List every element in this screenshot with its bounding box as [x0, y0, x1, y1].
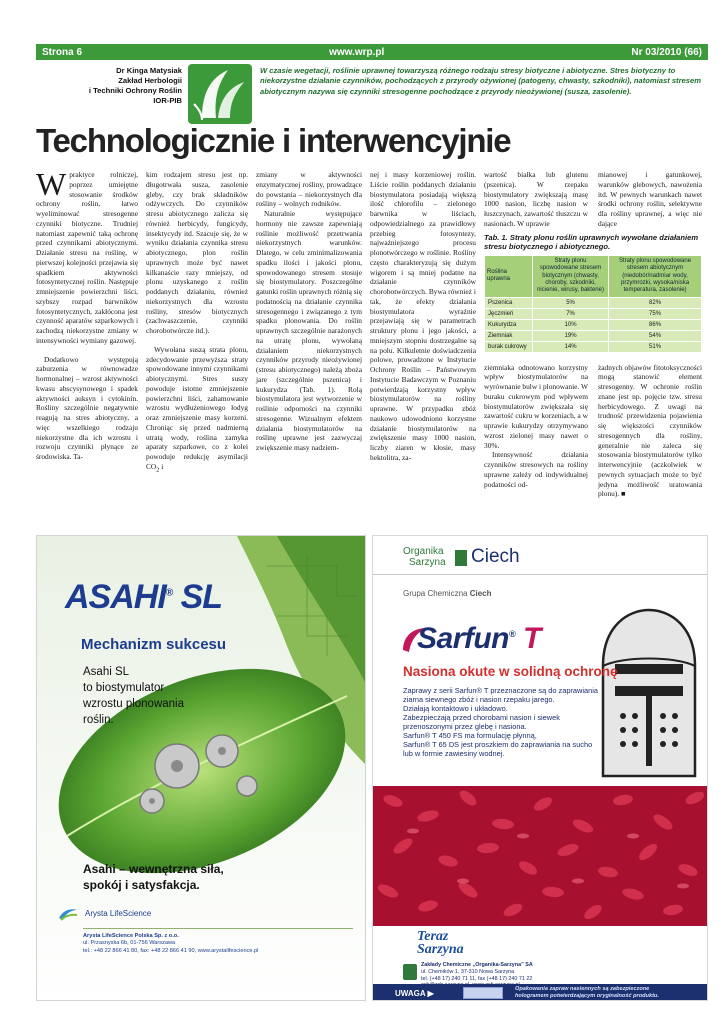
table-cell: Kukurydza — [485, 319, 533, 330]
warning-label: UWAGA ▶ — [395, 988, 434, 998]
logo-line: Sarzyna — [409, 557, 446, 568]
sarfun-footer — [373, 984, 708, 1001]
end-mark-icon: ■ — [621, 489, 626, 499]
treated-seeds-image — [373, 786, 708, 926]
teraz-sarzyna-logo — [417, 930, 464, 956]
author-block — [70, 66, 182, 106]
subscript: 2 — [156, 467, 160, 474]
product-name: Sarfun — [417, 622, 510, 655]
divider — [83, 928, 353, 929]
table-cell: Ziemniak — [485, 330, 533, 341]
organika-logo — [403, 546, 446, 568]
table-row — [485, 330, 702, 341]
ciech-mark-icon — [455, 550, 467, 566]
body-line: Zabezpieczają przed chorobami nasion i siewek — [403, 713, 560, 722]
table-cell: 75% — [609, 308, 702, 319]
table-header: Straty plonu spowodowane stresem biotycznym (chwasty, choroby, szkodniki, nicienie, wirusy, bakterie) — [533, 255, 609, 297]
ciech-logo-text: Ciech — [471, 546, 520, 567]
registered-mark: ® — [509, 629, 516, 639]
author-line: Dr Kinga Matysiak — [116, 66, 182, 75]
table-cell: 5% — [533, 297, 609, 308]
table-cell: 14% — [533, 341, 609, 352]
asahi-tagline — [83, 664, 203, 728]
paragraph: kim rodzajem stresu jest np. długotrwała susza, zasolenie gleby, czy brak składników odżywczych. Do czynników stresu abiotycznego zalicza się również herbicydy, fungicydy, insektycydy itd. Szacuje się, że w wyniku działania czynnika stresu abiotycznego, plon roślin uprawnych może być nawet kilkanaście razy mniejszy, od plonu uzyskanego z roślin poddanych działaniu, również niekorzystnych dla wzrostu rośliny, stresów biotycznych (zachwaszczenie, czynniki chorobotwórcze itd.). — [146, 170, 248, 335]
table-header: Roślina uprawna — [485, 255, 533, 297]
address-line: Arysta LifeScience Polska Sp. z o.o. — [83, 933, 179, 939]
teraz-line: Teraz — [417, 929, 449, 944]
table-cell: 7% — [533, 308, 609, 319]
address-line: ul. Przasnyska 6b, 01-756 Warszawa — [83, 940, 176, 947]
table-cell: burak cukrowy — [485, 341, 533, 352]
tagline-line: roślin. — [83, 714, 114, 726]
asahi-advertisement[interactable] — [36, 535, 366, 1001]
table-cell: Jęczmień — [485, 308, 533, 319]
brand-name: ASAHI — [65, 578, 166, 616]
asahi-subtitle: Mechanizm sukcesu — [81, 636, 227, 653]
tagline-line: wzrostu plonowania — [83, 698, 185, 710]
paragraph: wartość białka lub glutenu (pszenica). W rzepaku biostymulatory zwiększają masę 1000 nasion, liczbę nasion w łuszczynach, zawartość tłuszczu w nasionach. W uprawie — [484, 170, 588, 228]
table-cell: Pszenica — [485, 297, 533, 308]
paragraph: żadnych objawów fitotoksyczności mogą stanowić element stresogenny. W ochronie roślin znane jest np. pojęcie tzw. stresu herbicydowego. Z uwagi na trudność przewidzenia pojawienia się większości czynników stresogennych dla rośliny, generalnie nie zaleca się stosowania biostymulatorów tylko interwencyjnie (aczkolwiek w pewnych sytuacjach może to być jedyna możliwość uratowania plonu). — [598, 362, 702, 499]
arysta-logo-text: Arysta LifeScience — [85, 908, 152, 918]
warning-text — [515, 986, 659, 1000]
product-suffix: T — [523, 622, 541, 655]
article-column-1 — [36, 166, 138, 462]
table-cell: 10% — [533, 319, 609, 330]
table-row — [485, 297, 702, 308]
asahi-slogan — [83, 861, 224, 893]
brand-suffix: SL — [180, 578, 223, 616]
hologram-icon — [463, 987, 503, 999]
table-cell: 82% — [609, 297, 702, 308]
tagline-line: Asahi SL — [83, 666, 130, 678]
registered-mark: ® — [165, 587, 173, 599]
arysta-swoosh-icon — [57, 904, 79, 922]
article-column-2 — [146, 170, 248, 476]
warning-line: Opakowania zapraw nasiennych są zabezpieczone — [515, 986, 650, 992]
paragraph: zmiany w aktywności enzymatycznej rośliny, prowadzące do powstania – niekorzystnych dla rośliny – wolnych rodników. — [256, 170, 362, 209]
teraz-line: Sarzyna — [417, 942, 464, 957]
drop-cap: W — [36, 166, 67, 202]
paragraph: mianowej i gatunkowej, warunków glebowych, nawożenia itd. W pewnych warunkach nawet środki ochrony roślin, selektywne dla rośliny uprawnej, a więc nie dające — [598, 170, 702, 228]
author-line: i Techniki Ochrony Roślin — [88, 86, 182, 95]
address-line[interactable]: tel.: +48 22 866 41 80, fax: +48 22 866 41 90, www.arystalifescience.pl — [83, 947, 259, 954]
issue-number: Nr 03/2010 (66) — [631, 46, 702, 58]
paragraph: ziemniaka odnotowano korzystny wpływ biostymulatorów na wyrównanie bulw i plonowanie. W buraku cukrowym pod wpływem biostymulatorów zwiększała się zawartość cukru w korzeniach, a w uprawie kukurydzy otrzymywano wzrost zielonej masy nawet o 30%. — [484, 362, 588, 450]
warning-line: hologramem potwierdzającym oryginalność produktu. — [515, 993, 659, 999]
body-line: Sarfun® T 65 DS jest proszkiem do zaprawiania na sucho — [403, 740, 593, 749]
paragraph: nej i masy korzeniowej roślin. Liście roślin poddanych działaniu biostymulatora posiadają większą ilość chlorofilu – zielonego barwnika w liściach, odpowiedzialnego za prawidłowy przebieg fotosyntezy, najważniejszego procesu plonotwórczego w roślinie. Rośliny często charakteryzują się dużym wigorem i są mniej podatne na działanie czynników chorobotwórczych. Bywa również i tak, że efekty działania biostymulatora wyraźnie przejawiają się w parametrach struktury plonu i jego jakości, a mniejszym stopniu dostrzegalne są na polu. Kilkuletnie doświadczenia polowe, prowadzone w Instytucie Ochrony Roślin – Państwowym Instytucie Badawczym w Poznaniu potwierdzają korzystny wpływ biostymulatorów na rośliny uprawne. W przypadku zbóż naukowo udowodniono korzystne działanie biostymulatorów na zwiększenie masy 1000 nasion, liczby ziaren w kłosie, masy hektolitra, za- — [370, 170, 476, 462]
address-line: Zakłady Chemiczne „Organika-Sarzyna” SA — [421, 962, 533, 968]
article-column-4 — [370, 170, 476, 463]
article-column-3 — [256, 170, 362, 453]
table-row — [485, 308, 702, 319]
group-text: Grupa Chemiczna — [403, 589, 468, 598]
author-line: Zakład Herbologii — [118, 76, 182, 85]
body-line: ziarna siewnego zbóż i nasion rzepaku jarego. — [403, 695, 555, 704]
sarfun-advertisement[interactable] — [372, 535, 708, 1001]
table-row — [485, 341, 702, 352]
body-line: lub w formie zawiesiny wodnej. — [403, 749, 505, 758]
page-number: Strona 6 — [42, 46, 83, 58]
paragraph: Naturalnie występujące hormony nie zawsze zapewniają roślinie możliwość przetrwania niekorzystnych warunków. Dlatego, w celu zminimalizowania spadku ilości i jakości plonu, spowodowanego stresem stosuje się biostymulatory. Poszczególne gatunki roślin uprawnych różnią się podatnością na działanie czynnika stresogennego i związanego z tym spadku plonowania. Do roślin uprawnych szczególnie narażonych na utratę plonu, wywołaną działaniem niekorzystnych czynników przyrody nieożywionej (stresu abiotycznego) należą zboża jare (szczególnie pszenica) i kukurydza (Tab. 1). Rolą biostymulatora jest wytworzenie w roślinie odporności na czynniki stresogenne. Wizualnym efektem działania biostymulatorów na roślinę uprawne jest zazwyczaj zwiększenie masy nadziem- — [256, 209, 362, 452]
paragraph: Dodatkowo występują zaburzenia w równowadze hormonalnej – wzrost aktywności kwasu abscysynowego i spadek aktywności auksyn i cytokinin. Rośliny szczególnie negatywnie reagują na stres abiotyczny, a więc wszelkiego rodzaju niekorzystne dla ich wzrostu i rozwoju czynniki płynące ze środowiska. Ta- — [36, 354, 138, 461]
slogan-line: spokój i satysfakcja. — [83, 878, 200, 892]
divider — [373, 574, 708, 575]
tagline-line: to biostymulator — [83, 682, 165, 694]
article-lead: W czasie wegetacji, roślinie uprawnej towarzyszą różnego rodzaju stresy biotyczne i abiotyczne. Stres biotyczny to niekorzystne działanie czynników, pochodzących z przyrody ożywionej (patogeny, chwasty, szkodniki), natomiast stresem abiotycznym nazywa się czynniki stresogenne pochodzące z przyrody nieożywionej (susza, zasolenie). — [260, 66, 701, 96]
plant-logo-icon — [188, 64, 252, 124]
paragraph: Intensywność działania czynników stresowych na rośliny uprawne zależy od indywidualnej podatności od- — [484, 450, 588, 489]
sarfun-brand-logo — [417, 622, 541, 656]
company-mark-icon — [403, 964, 417, 980]
yield-loss-table — [484, 255, 702, 353]
site-url[interactable]: www.wrp.pl — [329, 46, 385, 58]
body-line: Działają kontaktowo i układowo. — [403, 704, 508, 713]
slogan-line: Asahi – wewnętrzna siła, — [83, 862, 224, 876]
body-line: przenoszonymi przez glebę i nasiona. — [403, 722, 527, 731]
table-cell: 54% — [609, 330, 702, 341]
table-cell: 51% — [609, 341, 702, 352]
table-caption: Tab. 1. Straty plonu roślin uprawnych wywołane działaniem stresu biotycznego i abiotycznego. — [484, 232, 699, 252]
author-line: IOR-PIB — [153, 96, 182, 105]
table-header-row — [485, 255, 702, 297]
group-name: Ciech — [469, 589, 492, 598]
address-line: tel. (+48 17) 240 71 11, fax (+48 17) 240 71 22 — [421, 975, 533, 982]
body-line: Zaprawy z serii Sarfun® T przeznaczone są do zaprawiania — [403, 686, 598, 695]
asahi-address — [83, 933, 258, 955]
article-column-5 — [484, 170, 702, 499]
address-line: ul. Chemików 1, 37-310 Nowa Sarzyna — [421, 968, 515, 975]
paragraph: praktyce rolniczej, poprzez umiejętne stosowanie środków ochrony roślin, łatwo wyeliminować stresogenne czynniki biotyczne. Trudniej natomiast zapewnić taką ochronę przed czynnikami abiotycznymi. Działanie stresu na roślinę, w pierwszej kolejności przejawia się spadkiem aktywności fotosyntetycznej roślin. Następuje zmniejszenie powierzchni liści, szybszy rozpad barwników fotosyntetycznych, zakłócona jest czynność aparatów szparkowych i zachodzą niekorzystne zmiany w intensywności wymiany gazowej. — [36, 170, 138, 345]
knight-helmet-icon — [593, 606, 705, 781]
arysta-logo — [57, 904, 151, 922]
table-cell: 86% — [609, 319, 702, 330]
logo-line: Organika — [403, 546, 444, 557]
body-line: Sarfun® T 450 FS ma formulację płynną, — [403, 731, 537, 740]
group-label — [403, 589, 492, 598]
table-header: Straty plonu spowodowane stresem abiotycznym (niedobór/nadmiar wody, przymrozki, wysoka/niska temperatura, zasolenie) — [609, 255, 702, 297]
page-header-bar — [36, 44, 708, 60]
paragraph: Wywołana suszą strata plonu, zdecydowanie przewyższa straty spowodowane innymi czynnikami abiotycznymi. Stres suszy powoduje istotne zmniejszenie powierzchni liści, zahamowanie wzrostu wydłużeniowego łodyg oraz zmniejszenie masy korzeni. Chroniąc się przed nadmierną utratą wody, roślina zamyka aparaty szparkowe, co z kolei powoduje redukcję asymilacji CO — [146, 344, 248, 471]
table-row — [485, 319, 702, 330]
asahi-brand-logo — [65, 578, 222, 617]
article-headline: Technologicznie i interwencyjnie — [36, 122, 511, 159]
table-cell: 19% — [533, 330, 609, 341]
sarfun-body — [403, 686, 603, 758]
sarfun-headline: Nasiona okute w solidną ochronę — [403, 664, 618, 679]
paragraph-end: i — [159, 461, 164, 471]
